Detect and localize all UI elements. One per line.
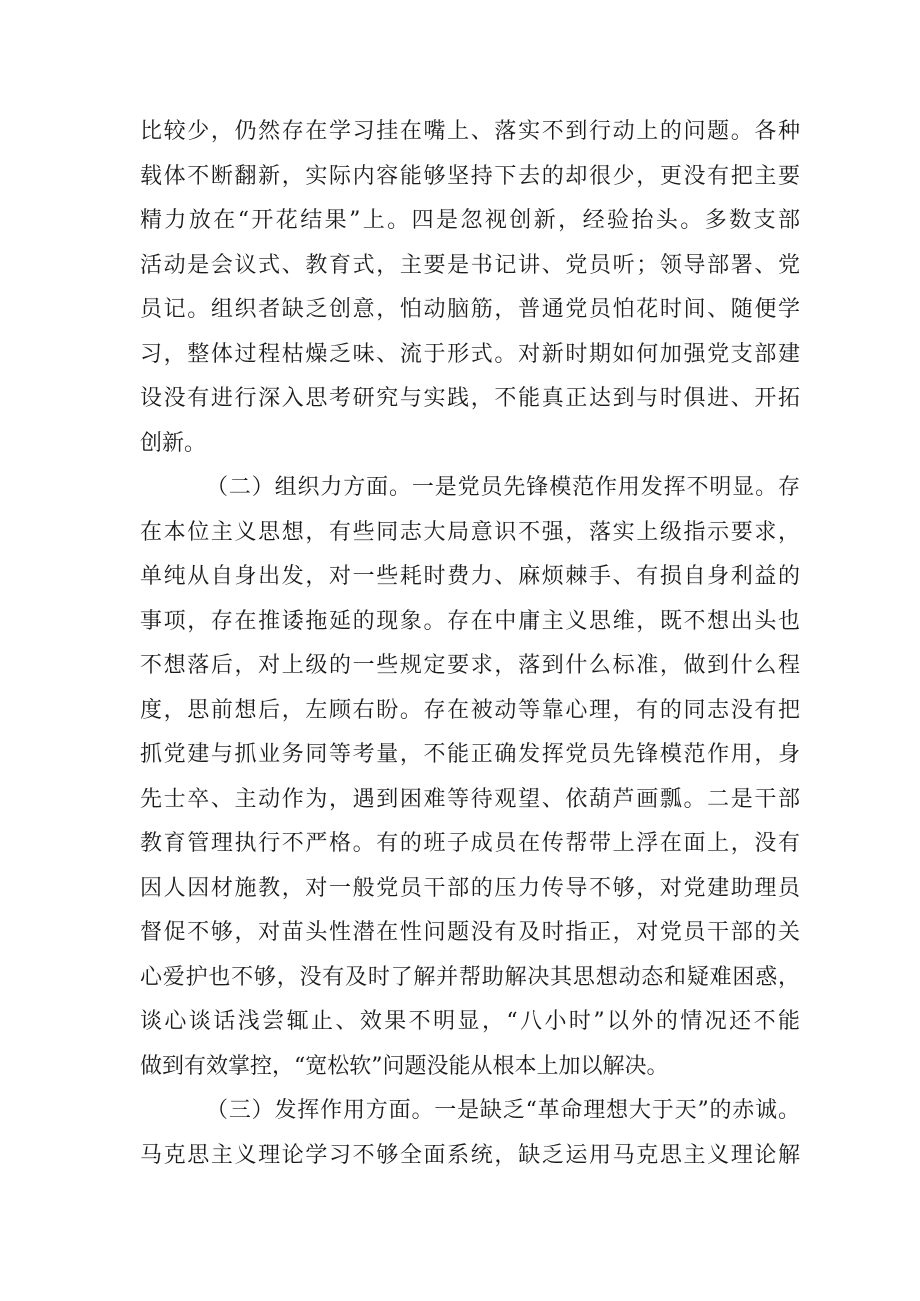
text-line: 单纯从自身出发，对一些耗时费力、麻烦棘手、有损自身利益的 — [140, 564, 800, 589]
text-line: 载体不断翻新，实际内容能够坚持下去的却很少，更没有把主要 — [140, 163, 800, 189]
text-line: 心爱护也不够，没有及时了解并帮助解决其思想动态和疑难困惑， — [140, 964, 800, 990]
text-line: 精力放在“开花结果”上。四是忽视创新，经验抬头。多数支部 — [140, 208, 800, 233]
section-heading-line: （二）组织力方面。一是党员先锋模范作用发挥不明显。存 — [206, 475, 800, 500]
text-line: 谈心谈话浅尝辄止、效果不明显，“八小时”以外的情况还不能 — [140, 1009, 800, 1034]
text-line: 活动是会议式、教育式，主要是书记讲、党员听；领导部署、党 — [140, 252, 800, 278]
text-line: 教育管理执行不严格。有的班子成员在传帮带上浮在面上，没有 — [140, 831, 800, 856]
text-line: 督促不够，对苗头性潜在性问题没有及时指正，对党员干部的关 — [140, 920, 800, 945]
text-line: 因人因材施教，对一般党员干部的压力传导不够，对党建助理员 — [140, 875, 800, 901]
text-line: 习，整体过程枯燥乏味、流于形式。对新时期如何加强党支部建 — [140, 341, 800, 367]
text-line: 比较少，仍然存在学习挂在嘴上、落实不到行动上的问题。各种 — [140, 119, 800, 144]
text-line: 先士卒、主动作为，遇到困难等待观望、依葫芦画瓢。二是干部 — [140, 786, 800, 812]
text-line: 度，思前想后，左顾右盼。存在被动等靠心理，有的同志没有把 — [140, 697, 800, 723]
text-line: 设没有进行深入思考研究与实践，不能真正达到与时俱进、开拓 — [140, 386, 800, 411]
text-line: 事项，存在推诿拖延的现象。存在中庸主义思维，既不想出头也 — [140, 608, 800, 634]
text-line: 抓党建与抓业务同等考量，不能正确发挥党员先锋模范作用，身 — [140, 742, 800, 767]
body-text — [140, 110, 800, 1178]
text-line: 不想落后，对上级的一些规定要求，落到什么标准，做到什么程 — [140, 653, 800, 678]
text-line: 马克思主义理论学习不够全面系统，缺乏运用马克思主义理论解 — [140, 1142, 800, 1168]
section-heading-line: （三）发挥作用方面。一是缺乏“革命理想大于天”的赤诚。 — [206, 1098, 800, 1123]
text-line: 做到有效掌控，“宽松软”问题没能从根本上加以解决。 — [140, 1053, 669, 1079]
text-line: 创新。 — [140, 430, 207, 456]
text-line: 在本位主义思想，有些同志大局意识不强，落实上级指示要求， — [140, 519, 800, 545]
text-line: 员记。组织者缺乏创意，怕动脑筋，普通党员怕花时间、随便学 — [140, 297, 800, 322]
